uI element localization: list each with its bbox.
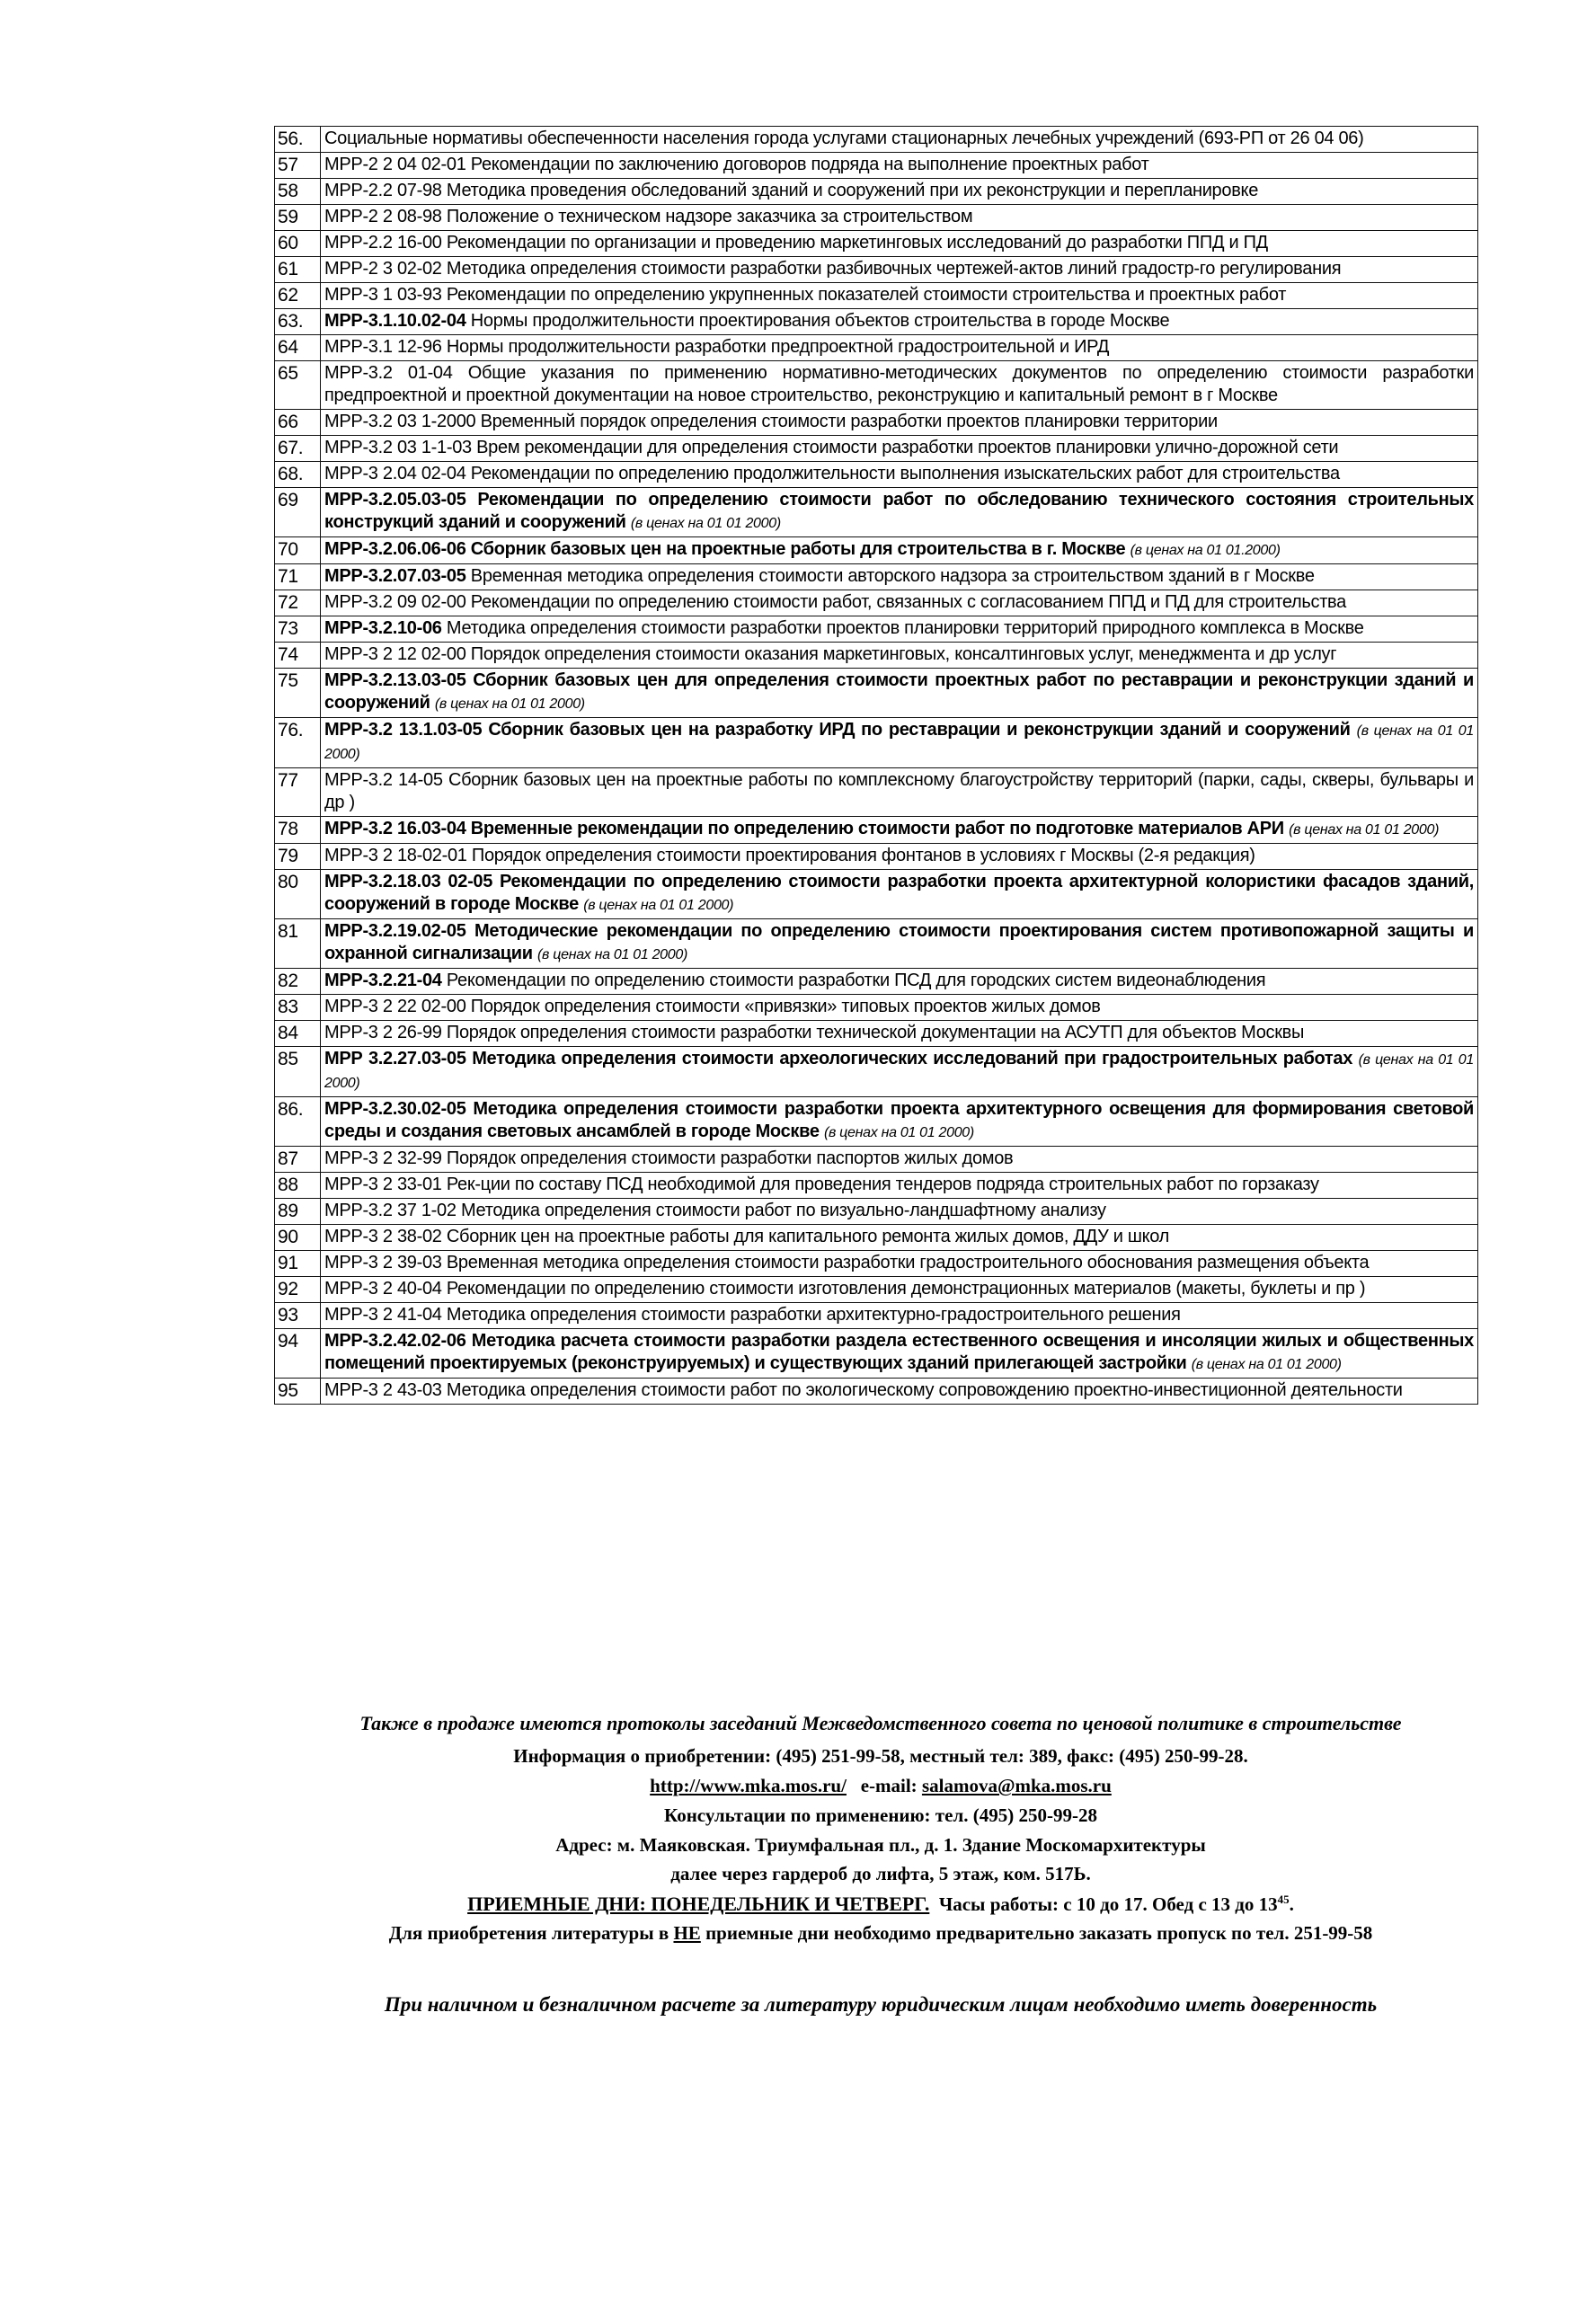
row-description <box>321 127 1478 153</box>
row-description <box>321 995 1478 1021</box>
email-link[interactable]: salamova@mka.mos.ru <box>921 1775 1112 1796</box>
table-row <box>275 1225 1478 1251</box>
document-code: МРР-3.2.10-06 <box>324 618 442 638</box>
table-row <box>275 1379 1478 1405</box>
table-row <box>275 669 1478 718</box>
reception-days: ПРИЕМНЫЕ ДНИ: ПОНЕДЕЛЬНИК И ЧЕТВЕРГ. <box>467 1893 930 1915</box>
table-row <box>275 462 1478 488</box>
price-basis-note: (в ценах на 01 01 2000) <box>1191 1357 1342 1372</box>
row-description <box>321 616 1478 643</box>
document-title: Сборник базовых цен на разработку ИРД по реставрации и реконструкции зданий и сооружений <box>488 720 1351 740</box>
row-number: 89 <box>275 1199 321 1225</box>
table-row <box>275 205 1478 231</box>
document-code: МРР-3.2 03 1-1-03 <box>324 438 472 457</box>
price-basis-note: (в ценах на 01 01 2000) <box>630 516 781 531</box>
row-number: 60 <box>275 231 321 257</box>
also-on-sale-note: Также в продаже имеются протоколы заседаний Межведомственного совета по ценовой политике в строительстве <box>359 1712 1402 1734</box>
table-row <box>275 436 1478 462</box>
row-number: 65 <box>275 361 321 410</box>
row-description <box>321 1147 1478 1173</box>
document-code: МРР-3 2 38-02 <box>324 1227 442 1246</box>
row-description <box>321 361 1478 410</box>
table-row <box>275 817 1478 844</box>
row-number: 91 <box>275 1251 321 1277</box>
table-row <box>275 153 1478 179</box>
table-row <box>275 995 1478 1021</box>
row-number: 80 <box>275 870 321 919</box>
consultation-info: Консультации по применению: тел. (495) 250-99-28 <box>664 1804 1097 1826</box>
document-title: Рекомендации по организации и проведению маркетинговых исследований до разработки ППД и ПД <box>446 233 1268 253</box>
table-row <box>275 844 1478 870</box>
document-code: МРР-3 2 43-03 <box>324 1380 442 1400</box>
table-row <box>275 1097 1478 1147</box>
document-title: Методика определения стоимости разработки проектов планировки территорий природного комплекса в Москве <box>446 618 1364 638</box>
row-number: 79 <box>275 844 321 870</box>
document-code: МРР-3 1 03-93 <box>324 285 442 305</box>
document-code: МРР-3.2 01-04 <box>324 363 453 383</box>
document-code: МРР-3.2.30.02-05 <box>324 1099 466 1119</box>
email-label: e-mail: <box>860 1775 918 1796</box>
row-number: 75 <box>275 669 321 718</box>
table-row <box>275 488 1478 537</box>
document-code: МРР-3 2 32-99 <box>324 1148 442 1168</box>
row-description <box>321 1329 1478 1379</box>
table-row <box>275 1047 1478 1097</box>
document-title: Общие указания по применению нормативно-методических документов по определению стоимости разработки предпроектной и проектной документации на новое строительство, реконструкцию и капитальный ремонт в г Москве <box>324 363 1474 405</box>
row-number: 95 <box>275 1379 321 1405</box>
document-code: МРР-3 2 26-99 <box>324 1023 442 1042</box>
document-title: Сборник базовых цен на проектные работы для строительства в г. Москве <box>470 539 1126 559</box>
document-title: Временная методика определения стоимости разработки градостроительного обоснования размещения объекта <box>446 1253 1370 1272</box>
document-title: Социальные нормативы обеспеченности населения города услугами стационарных лечебных учреждений (693-РП от 26 04 06) <box>324 129 1364 148</box>
row-description <box>321 205 1478 231</box>
row-description <box>321 488 1478 537</box>
price-basis-note: (в ценах на 01 01 2000) <box>324 723 1474 762</box>
table-row <box>275 768 1478 817</box>
row-description <box>321 919 1478 969</box>
row-number: 92 <box>275 1277 321 1303</box>
document-code: МРР-3.2 14-05 <box>324 770 443 790</box>
document-code: МРР-3.2.06.06-06 <box>324 539 466 559</box>
row-description <box>321 179 1478 205</box>
document-code: МРР-3.2 13.1.03-05 <box>324 720 483 740</box>
row-number: 78 <box>275 817 321 844</box>
row-number: 61 <box>275 257 321 283</box>
table-row <box>275 231 1478 257</box>
document-code: МРР 3.2.27.03-05 <box>324 1049 466 1068</box>
row-description <box>321 309 1478 335</box>
row-description <box>321 870 1478 919</box>
row-number: 58 <box>275 179 321 205</box>
document-title: Временная методика определения стоимости авторского надзора за строительством зданий в г Москве <box>470 566 1315 586</box>
row-number: 71 <box>275 564 321 590</box>
document-code: МРР-3.2.42.02-06 <box>324 1331 466 1351</box>
table-row <box>275 179 1478 205</box>
row-description <box>321 969 1478 995</box>
payment-note: При наличном и безналичном расчете за литературу юридическим лицам необходимо иметь доверенность <box>384 1993 1378 2016</box>
row-description <box>321 1277 1478 1303</box>
document-code: МРР-3.2 09 02-00 <box>324 592 466 612</box>
table-row <box>275 616 1478 643</box>
price-basis-note: (в ценах на 01 01 2000) <box>1289 822 1440 838</box>
table-row <box>275 127 1478 153</box>
table-row <box>275 1173 1478 1199</box>
row-number: 86. <box>275 1097 321 1147</box>
document-title: Рекомендации по определению стоимости работ, связанных с согласованием ППД и ПД для строительства <box>470 592 1346 612</box>
document-code: МРР-3.2.05.03-05 <box>324 490 466 510</box>
document-code: МРР-3.2.13.03-05 <box>324 670 466 690</box>
row-number: 84 <box>275 1021 321 1047</box>
row-number: 85 <box>275 1047 321 1097</box>
price-basis-note: (в ценах на 01 01 2000) <box>324 1052 1474 1091</box>
row-number: 93 <box>275 1303 321 1329</box>
address: Адрес: м. Маяковская. Триумфальная пл., д. 1. Здание Москомархитектуры <box>555 1834 1206 1856</box>
table-row <box>275 1329 1478 1379</box>
table-body <box>275 127 1478 1405</box>
row-number: 82 <box>275 969 321 995</box>
table-row <box>275 1251 1478 1277</box>
document-code: МРР-3.2 16.03-04 <box>324 819 466 838</box>
pass-notice-ne: НЕ <box>673 1922 701 1944</box>
price-basis-note: (в ценах на 01 01 2000) <box>583 898 734 913</box>
row-number: 77 <box>275 768 321 817</box>
row-description <box>321 1021 1478 1047</box>
document-code: МРР-3 2 22 02-00 <box>324 997 466 1016</box>
website-link[interactable]: http://www.mka.mos.ru/ <box>650 1775 847 1796</box>
row-description <box>321 643 1478 669</box>
document-code: МРР-3.2.07.03-05 <box>324 566 466 586</box>
working-hours: Часы работы: с 10 до 17. Обед с 13 до 13 <box>938 1893 1278 1915</box>
price-basis-note: (в ценах на 01 01 2000) <box>537 947 687 962</box>
row-number: 88 <box>275 1173 321 1199</box>
row-number: 59 <box>275 205 321 231</box>
table-row <box>275 361 1478 410</box>
document-title: Порядок определения стоимости «привязки» типовых проектов жилых домов <box>470 997 1101 1016</box>
pass-notice-post: приемные дни необходимо предварительно заказать пропуск по тел. 251-99-58 <box>705 1922 1373 1944</box>
document-code: МРР-3.2.19.02-05 <box>324 921 466 941</box>
row-number: 76. <box>275 718 321 768</box>
contact-links <box>270 1775 1492 1797</box>
row-number: 87 <box>275 1147 321 1173</box>
document-code: МРР-3 2 40-04 <box>324 1279 442 1299</box>
row-number: 63. <box>275 309 321 335</box>
document-title: Порядок определения стоимости разработки паспортов жилых домов <box>446 1148 1014 1168</box>
row-description <box>321 590 1478 616</box>
price-basis-note: (в ценах на 01 01 2000) <box>434 696 585 712</box>
row-number: 94 <box>275 1329 321 1379</box>
row-number: 69 <box>275 488 321 537</box>
row-description <box>321 537 1478 564</box>
table-row <box>275 718 1478 768</box>
row-number: 90 <box>275 1225 321 1251</box>
document-code: МРР-3.1.10.02-04 <box>324 311 466 331</box>
row-description <box>321 1225 1478 1251</box>
table-row <box>275 643 1478 669</box>
row-description <box>321 257 1478 283</box>
row-description <box>321 335 1478 361</box>
table-row <box>275 969 1478 995</box>
row-description <box>321 1173 1478 1199</box>
table-row <box>275 590 1478 616</box>
document-title: Рекомендации по определению стоимости работ по обследованию технического состояния строительных конструкций зданий и сооружений <box>324 490 1474 532</box>
document-title: Методика определения стоимости работ по экологическому сопровождению проектно-инвестиционной деятельности <box>446 1380 1403 1400</box>
table-row <box>275 283 1478 309</box>
document-code: МРР-3 2.04 02-04 <box>324 464 466 483</box>
price-basis-note: (в ценах на 01 01 2000) <box>823 1125 974 1140</box>
document-title: Методика расчета стоимости разработки раздела естественного освещения и инсоляции жилых и общественных помещений проектируемых (реконструируемых) и существующих зданий прилегающей застройки <box>324 1331 1474 1373</box>
table-row <box>275 1147 1478 1173</box>
document-title: Методика проведения обследований зданий и сооружений при их реконструкции и перепланировке <box>446 181 1259 200</box>
document-code: МРР-2.2 07-98 <box>324 181 442 200</box>
row-number: 57 <box>275 153 321 179</box>
row-description <box>321 153 1478 179</box>
row-number: 68. <box>275 462 321 488</box>
document-code: МРР-2.2 16-00 <box>324 233 442 253</box>
document-title: Рекомендации по определению стоимости изготовления демонстрационных материалов (макеты, буклеты и пр ) <box>446 1279 1366 1299</box>
reception-hours: ПРИЕМНЫЕ ДНИ: ПОНЕДЕЛЬНИК И ЧЕТВЕРГ. Часы работы: с 10 до 17. Обед с 13 до $13^{45}$. <box>467 1893 1294 1915</box>
document-title: Сборник цен на проектные работы для капитального ремонта жилых домов, ДДУ и школ <box>446 1227 1170 1246</box>
table-row <box>275 1199 1478 1225</box>
row-description <box>321 436 1478 462</box>
row-number: 62 <box>275 283 321 309</box>
table-row <box>275 1021 1478 1047</box>
row-number: 64 <box>275 335 321 361</box>
row-number: 83 <box>275 995 321 1021</box>
document-title: Врем рекомендации для определения стоимости разработки проектов планировки улично-дорожной сети <box>476 438 1339 457</box>
row-number: 81 <box>275 919 321 969</box>
document-title: Порядок определения стоимости разработки технической документации на АСУТП для объектов Москвы <box>446 1023 1305 1042</box>
price-list-table <box>274 126 1478 1405</box>
document-title: Методика определения стоимости разработки разбивочных чертежей-актов линий градостр-го регулирования <box>446 259 1342 279</box>
price-basis-note: (в ценах на 01 01.2000) <box>1130 543 1281 558</box>
table-row <box>275 335 1478 361</box>
document-code: МРР-2 2 04 02-01 <box>324 155 466 174</box>
row-number: 74 <box>275 643 321 669</box>
row-description <box>321 817 1478 844</box>
document-title: Нормы продолжительности разработки предпроектной градостроительной и ИРД <box>446 337 1110 357</box>
document-code: МРР-3.2.21-04 <box>324 971 442 990</box>
document-code: МРР-3.2 37 1-02 <box>324 1201 457 1220</box>
row-description <box>321 1379 1478 1405</box>
document-code: МРР-2 3 02-02 <box>324 259 442 279</box>
document-code: МРР-3.2 03 1-2000 <box>324 412 476 431</box>
document-title: Сборник базовых цен на проектные работы по комплексному благоустройству территорий (парки, сады, скверы, бульвары и др ) <box>324 770 1474 812</box>
table-row <box>275 257 1478 283</box>
document-code: МРР-3.1 12-96 <box>324 337 442 357</box>
row-description <box>321 768 1478 817</box>
table-row <box>275 564 1478 590</box>
row-number: 70 <box>275 537 321 564</box>
document-title: Временные рекомендации по определению стоимости работ по подготовке материалов АРИ <box>470 819 1284 838</box>
document-title: Нормы продолжительности проектирования объектов строительства в городе Москве <box>470 311 1170 331</box>
row-description <box>321 1251 1478 1277</box>
row-number: 73 <box>275 616 321 643</box>
row-number: 56. <box>275 127 321 153</box>
document-code: МРР-3.2.18.03 02-05 <box>324 872 493 891</box>
document-title: Методика определения стоимости разработки проекта архитектурного освещения для формирования световой среды и создания световых ансамблей в городе Москве <box>324 1099 1474 1141</box>
pass-notice-pre: Для приобретения литературы в <box>388 1922 669 1944</box>
row-description <box>321 283 1478 309</box>
document-code: МРР-3 2 18-02-01 <box>324 846 467 865</box>
row-number: 67. <box>275 436 321 462</box>
row-number: 66 <box>275 410 321 436</box>
pass-notice <box>270 1922 1492 1945</box>
document-title: Рек-ции по составу ПСД необходимой для проведения тендеров подряда строительных работ по горзаказу <box>446 1175 1319 1194</box>
row-description <box>321 462 1478 488</box>
directions: далее через гардероб до лифта, 5 этаж, ком. 517Ь. <box>670 1863 1091 1884</box>
row-description <box>321 410 1478 436</box>
table-row <box>275 410 1478 436</box>
row-description <box>321 844 1478 870</box>
document-code: МРР-3 2 41-04 <box>324 1305 442 1325</box>
row-description <box>321 564 1478 590</box>
document-title: Порядок определения стоимости проектирования фонтанов в условиях г Москвы (2-я редакция) <box>471 846 1255 865</box>
document-title: Рекомендации по определению продолжительности выполнения изыскательских работ для строительства <box>470 464 1340 483</box>
row-description <box>321 1047 1478 1097</box>
row-description <box>321 1199 1478 1225</box>
document-title: Рекомендации по определению стоимости разработки проекта архитектурной колористики фасадов зданий, сооружений в городе Москве <box>324 872 1474 914</box>
document-code: МРР-3 2 39-03 <box>324 1253 442 1272</box>
document-code: МРР-3 2 33-01 <box>324 1175 442 1194</box>
row-description <box>321 231 1478 257</box>
row-description <box>321 1303 1478 1329</box>
document-code: МРР-2 2 08-98 <box>324 207 442 226</box>
row-description <box>321 669 1478 718</box>
document-title: Временный порядок определения стоимости разработки проектов планировки территории <box>480 412 1218 431</box>
document-title: Порядок определения стоимости оказания маркетинговых, консалтинговых услуг, менеджмента и др услуг <box>470 644 1337 664</box>
table-row <box>275 870 1478 919</box>
working-hours-minutes: 45 <box>1277 1893 1290 1906</box>
row-description <box>321 718 1478 768</box>
document-title: Методические рекомендации по определению стоимости проектирования систем противопожарной защиты и охранной сигнализации <box>324 921 1475 963</box>
row-number: 72 <box>275 590 321 616</box>
document-title: Методика определения стоимости работ по визуально-ландшафтному анализу <box>460 1201 1106 1220</box>
table-row <box>275 919 1478 969</box>
table-row <box>275 537 1478 564</box>
document-title: Положение о техническом надзоре заказчика за строительством <box>446 207 973 226</box>
document-code: МРР-3 2 12 02-00 <box>324 644 466 664</box>
table-row <box>275 1277 1478 1303</box>
table-row <box>275 1303 1478 1329</box>
purchase-info: Информация о приобретении: (495) 251-99-58, местный тел: 389, факс: (495) 250-99-28. <box>513 1745 1248 1767</box>
document-title: Рекомендации по определению укрупненных показателей стоимости строительства и проектных работ <box>446 285 1287 305</box>
document-title: Сборник базовых цен для определения стоимости проектных работ по реставрации и реконструкции зданий и сооружений <box>324 670 1474 713</box>
document-title: Рекомендации по определению стоимости разработки ПСД для городских систем видеонаблюдения <box>446 971 1266 990</box>
document-title: Методика определения стоимости разработки архитектурно-градостроительного решения <box>446 1305 1181 1325</box>
row-description <box>321 1097 1478 1147</box>
table-row <box>275 309 1478 335</box>
document-title: Рекомендации по заключению договоров подряда на выполнение проектных работ <box>470 155 1149 174</box>
document-title: Методика определения стоимости археологических исследований при градостроительных работах <box>472 1049 1353 1068</box>
